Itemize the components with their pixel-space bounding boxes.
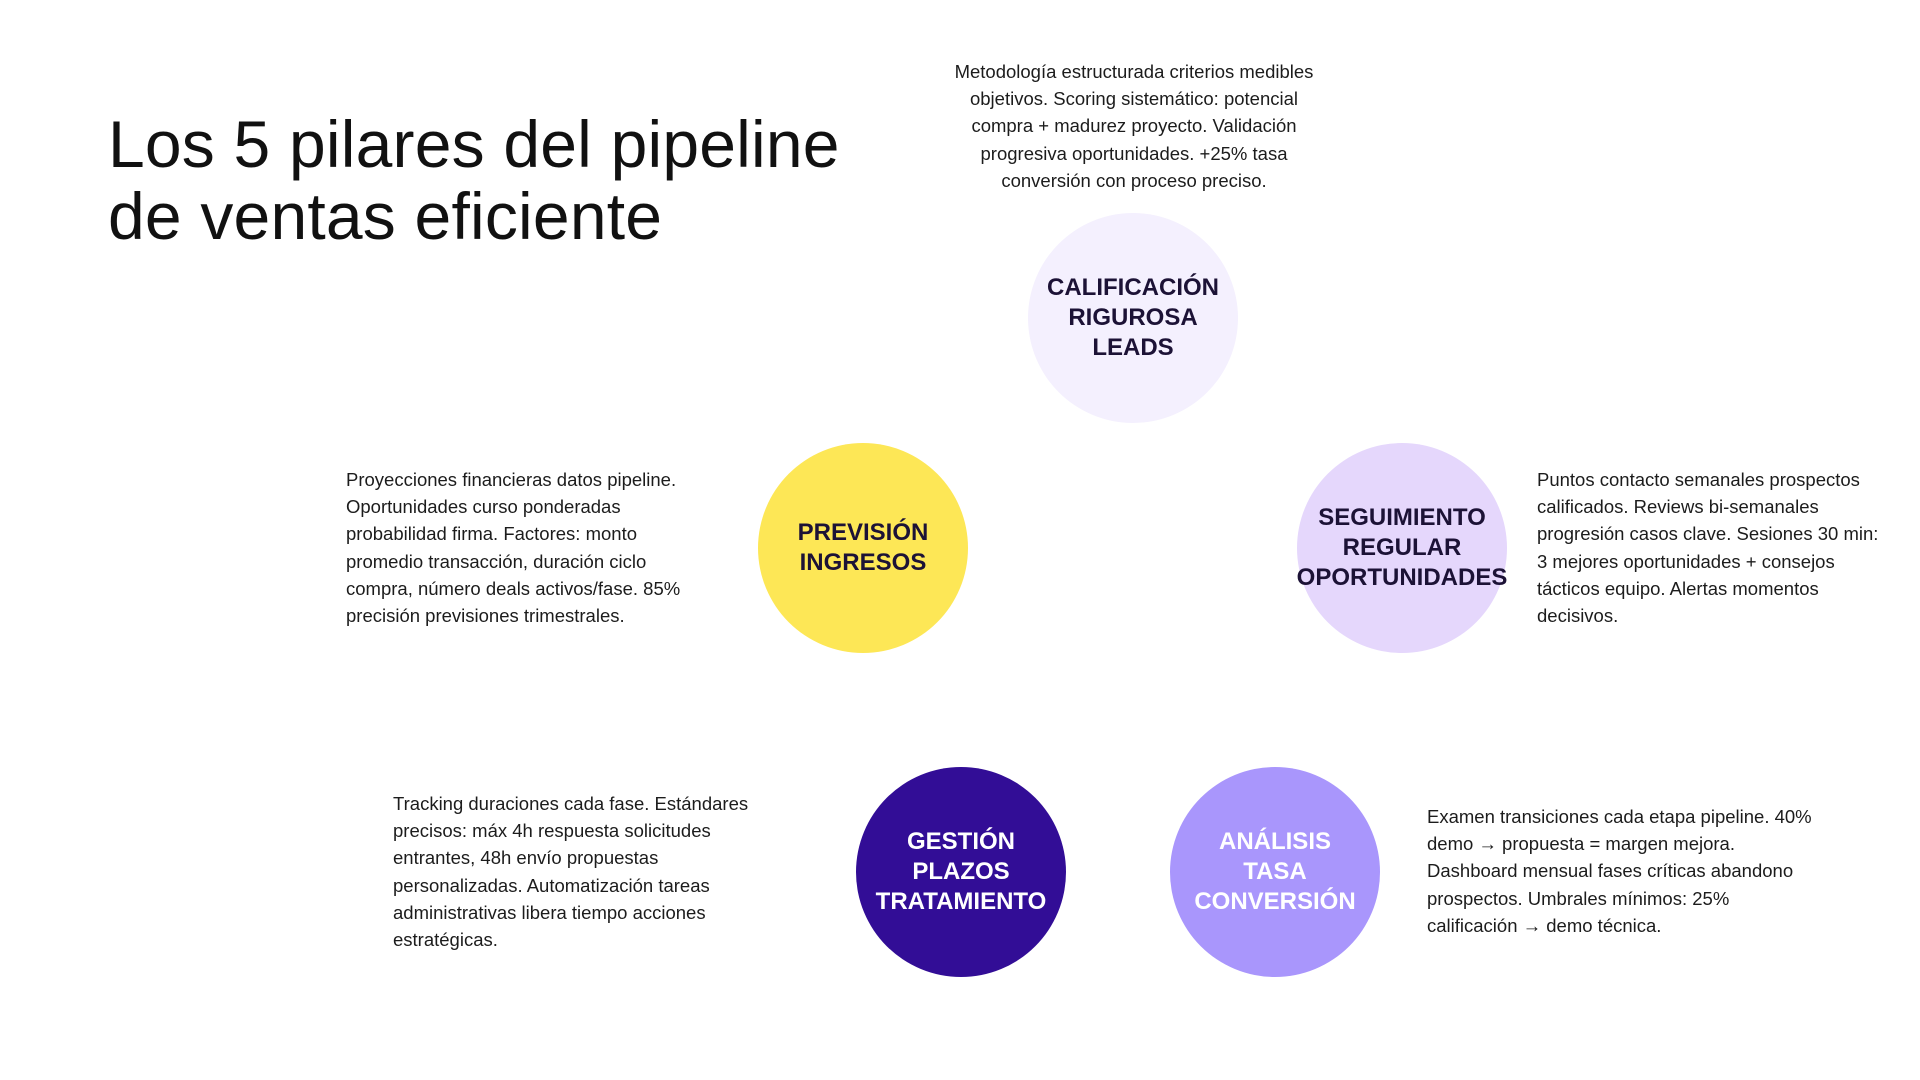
description-line: compra, número deals activos/fase. 85% (346, 577, 681, 599)
pillar-label-line: OPORTUNIDADES (1296, 564, 1508, 591)
description-line: Tracking duraciones cada fase. Estándares (393, 793, 749, 814)
description-line: decisivos. (1537, 605, 1619, 627)
description-line: Puntos contacto semanales prospectos (1537, 469, 1860, 490)
slide-title (108, 108, 868, 252)
description-line: demo → propuesta = margen mejora. (1427, 833, 1735, 855)
description-line: objetivos. Scoring sistemático: potencial (969, 88, 1299, 110)
pillar-seguimiento-circle (1297, 443, 1507, 653)
pillar-prevision-circle (758, 443, 968, 653)
pillar-label-line: ANÁLISIS (1218, 828, 1331, 855)
pillar-label-line: SEGUIMIENTO (1318, 504, 1486, 531)
pillar-label-line: TRATAMIENTO (875, 888, 1047, 915)
description-line: personalizadas. Automatización tareas (393, 874, 710, 896)
description-line: calificados. Reviews bi-semanales (1537, 496, 1819, 518)
pillar-label (876, 827, 1047, 917)
pillar-label-line: REGULAR (1342, 534, 1462, 561)
pillar-label-line: PREVISIÓN (797, 519, 929, 546)
description-line: precisos: máx 4h respuesta solicitudes (393, 820, 711, 842)
description-line: Oportunidades curso ponderadas (346, 496, 621, 518)
gestion-description (393, 790, 813, 953)
pillar-label (798, 518, 929, 578)
description-line: estratégicas. (393, 929, 498, 951)
description-line: prospectos. Umbrales mínimos: 25% (1427, 887, 1730, 909)
description-line: Metodología estructurada criterios medibles (954, 61, 1314, 82)
description-line: entrantes, 48h envío propuestas (393, 847, 659, 869)
description-line: conversión con proceso preciso. (1001, 169, 1267, 191)
description-line: Proyecciones financieras datos pipeline. (346, 469, 677, 490)
pillar-label-line: GESTIÓN (906, 828, 1015, 855)
pillar-label-line: INGRESOS (799, 549, 927, 576)
analisis-description (1427, 803, 1867, 939)
description-line: precisión previsiones trimestrales. (346, 605, 625, 627)
pillar-label-line: PLAZOS (912, 858, 1010, 885)
calificacion-description (934, 58, 1334, 194)
pillar-label (1047, 273, 1219, 363)
description-line: Dashboard mensual fases críticas abandono (1427, 860, 1794, 882)
title-line: de ventas eficiente (108, 179, 663, 253)
description-line: promedio transacción, duración ciclo (346, 550, 647, 572)
seguimiento-description (1537, 466, 1917, 629)
description-line: 3 mejores oportunidades + consejos (1537, 550, 1835, 572)
description-line: progresiva oportunidades. +25% tasa (980, 142, 1288, 164)
pillar-label-line: TASA (1243, 858, 1307, 885)
pillar-calificacion-circle (1028, 213, 1238, 423)
pillar-label-line: LEADS (1092, 334, 1174, 361)
description-line: calificación → demo técnica. (1427, 914, 1662, 936)
title-line: Los 5 pilares del pipeline (108, 107, 840, 181)
description-line: progresión casos clave. Sesiones 30 min: (1537, 523, 1879, 545)
description-line: probabilidad firma. Factores: monto (346, 523, 637, 545)
pillar-gestion-circle (856, 767, 1066, 977)
description-line: tácticos equipo. Alertas momentos (1537, 577, 1819, 599)
pillar-label (1297, 503, 1508, 593)
description-line: compra + madurez proyecto. Validación (971, 115, 1297, 137)
prevision-description (346, 466, 726, 629)
pillar-analisis-circle (1170, 767, 1380, 977)
pillar-label (1194, 827, 1355, 917)
description-line: administrativas libera tiempo acciones (393, 901, 706, 923)
pillar-label-line: RIGUROSA (1068, 304, 1198, 331)
pillar-label-line: CONVERSIÓN (1194, 888, 1356, 915)
description-line: Examen transiciones cada etapa pipeline. 40% (1427, 806, 1812, 827)
pillar-label-line: CALIFICACIÓN (1047, 274, 1219, 301)
